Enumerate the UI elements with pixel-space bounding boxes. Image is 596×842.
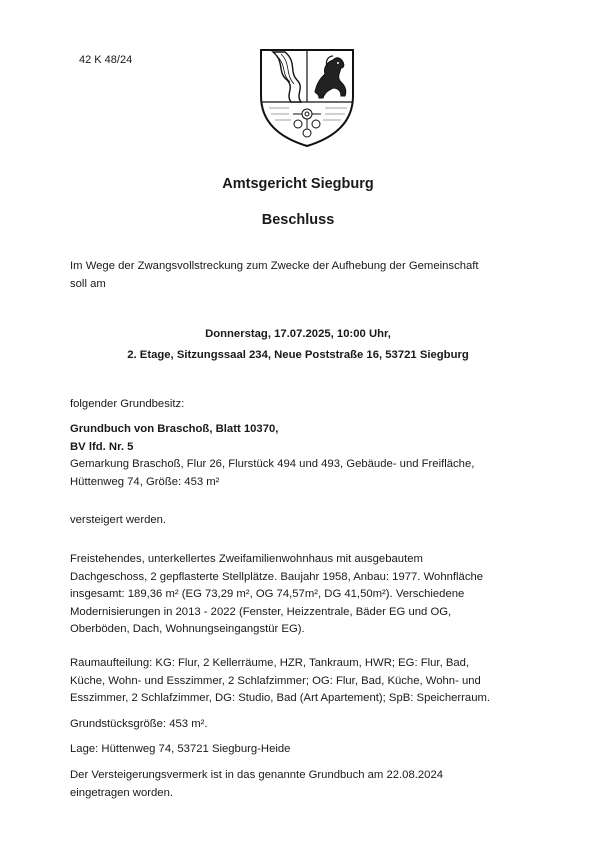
description-line: Dachgeschoss, 2 gepflasterte Stellplätze. Baujahr 1958, Anbau: 1977. Wohnfläche (70, 570, 484, 583)
register-entry: BV lfd. Nr. 5 (70, 440, 134, 453)
property-block (70, 421, 540, 491)
description-line: insgesamt: 189,36 m² (EG 73,29 m², OG 74,57m², DG 41,50m²). Verschiedene (70, 588, 465, 600)
intro-line: Im Wege der Zwangsvollstreckung zum Zwecke der Aufhebung der Gemeinschaft (70, 260, 479, 272)
land-register: Grundbuch von Braschoß, Blatt 10370, (70, 423, 279, 435)
rooms-line: Raumaufteilung: KG: Flur, 2 Kellerräume, HZR, Tankraum, HWR; EG: Flur, Bad, (70, 657, 470, 669)
parcel-description: Gemarkung Braschoß, Flur 26, Flurstück 494 und 493, Gebäude- und Freifläche, (70, 458, 475, 470)
building-description (70, 551, 540, 639)
appointment-location: 2. Etage, Sitzungssaal 234, Neue Poststraße 16, 53721 Siegburg (127, 349, 469, 361)
intro-line: soll am (70, 277, 106, 290)
rooms-line: Esszimmer, 2 Schlafzimmer, DG: Studio, Bad (Art Apartement); SpB: Speicherraum. (70, 692, 491, 704)
court-name: Amtsgericht Siegburg (222, 176, 374, 192)
property-heading: folgender Grundbesitz: (70, 398, 185, 410)
document-title: Beschluss (261, 212, 335, 228)
registration-line: eingetragen worden. (70, 786, 174, 799)
lot-size: Grundstücksgröße: 453 m². (70, 718, 208, 730)
description-line: Freistehendes, unterkellertes Zweifamilienwohnhaus mit ausgebautem (70, 553, 423, 565)
rooms-line: Küche, Wohn- und Esszimmer, 2 Schlafzimmer; OG: Flur, Bad, Küche, Wohn- und (70, 674, 481, 687)
auction-note: versteigert werden. (70, 514, 167, 526)
appointment-date: Donnerstag, 17.07.2025, 10:00 Uhr, (205, 328, 391, 340)
registration-line: Der Versteigerungsvermerk ist in das genannte Grundbuch am 22.08.2024 (70, 769, 444, 781)
description-line: Modernisierungen in 2013 - 2022 (Fenster, Heizzentrale, Bäder EG und OG, (70, 605, 452, 618)
parcel-address: Hüttenweg 74, Größe: 453 m² (70, 475, 220, 488)
case-reference: 42 K 48/24 (79, 54, 133, 66)
registration-note (70, 767, 540, 802)
intro-paragraph (70, 258, 540, 293)
property-location: Lage: Hüttenweg 74, 53721 Siegburg-Heide (70, 743, 291, 755)
appointment-block (0, 324, 596, 366)
description-line: Oberböden, Dach, Wohnungseingangstür EG). (70, 623, 305, 635)
nrw-coat-of-arms-icon (255, 44, 359, 150)
room-layout (70, 655, 540, 708)
